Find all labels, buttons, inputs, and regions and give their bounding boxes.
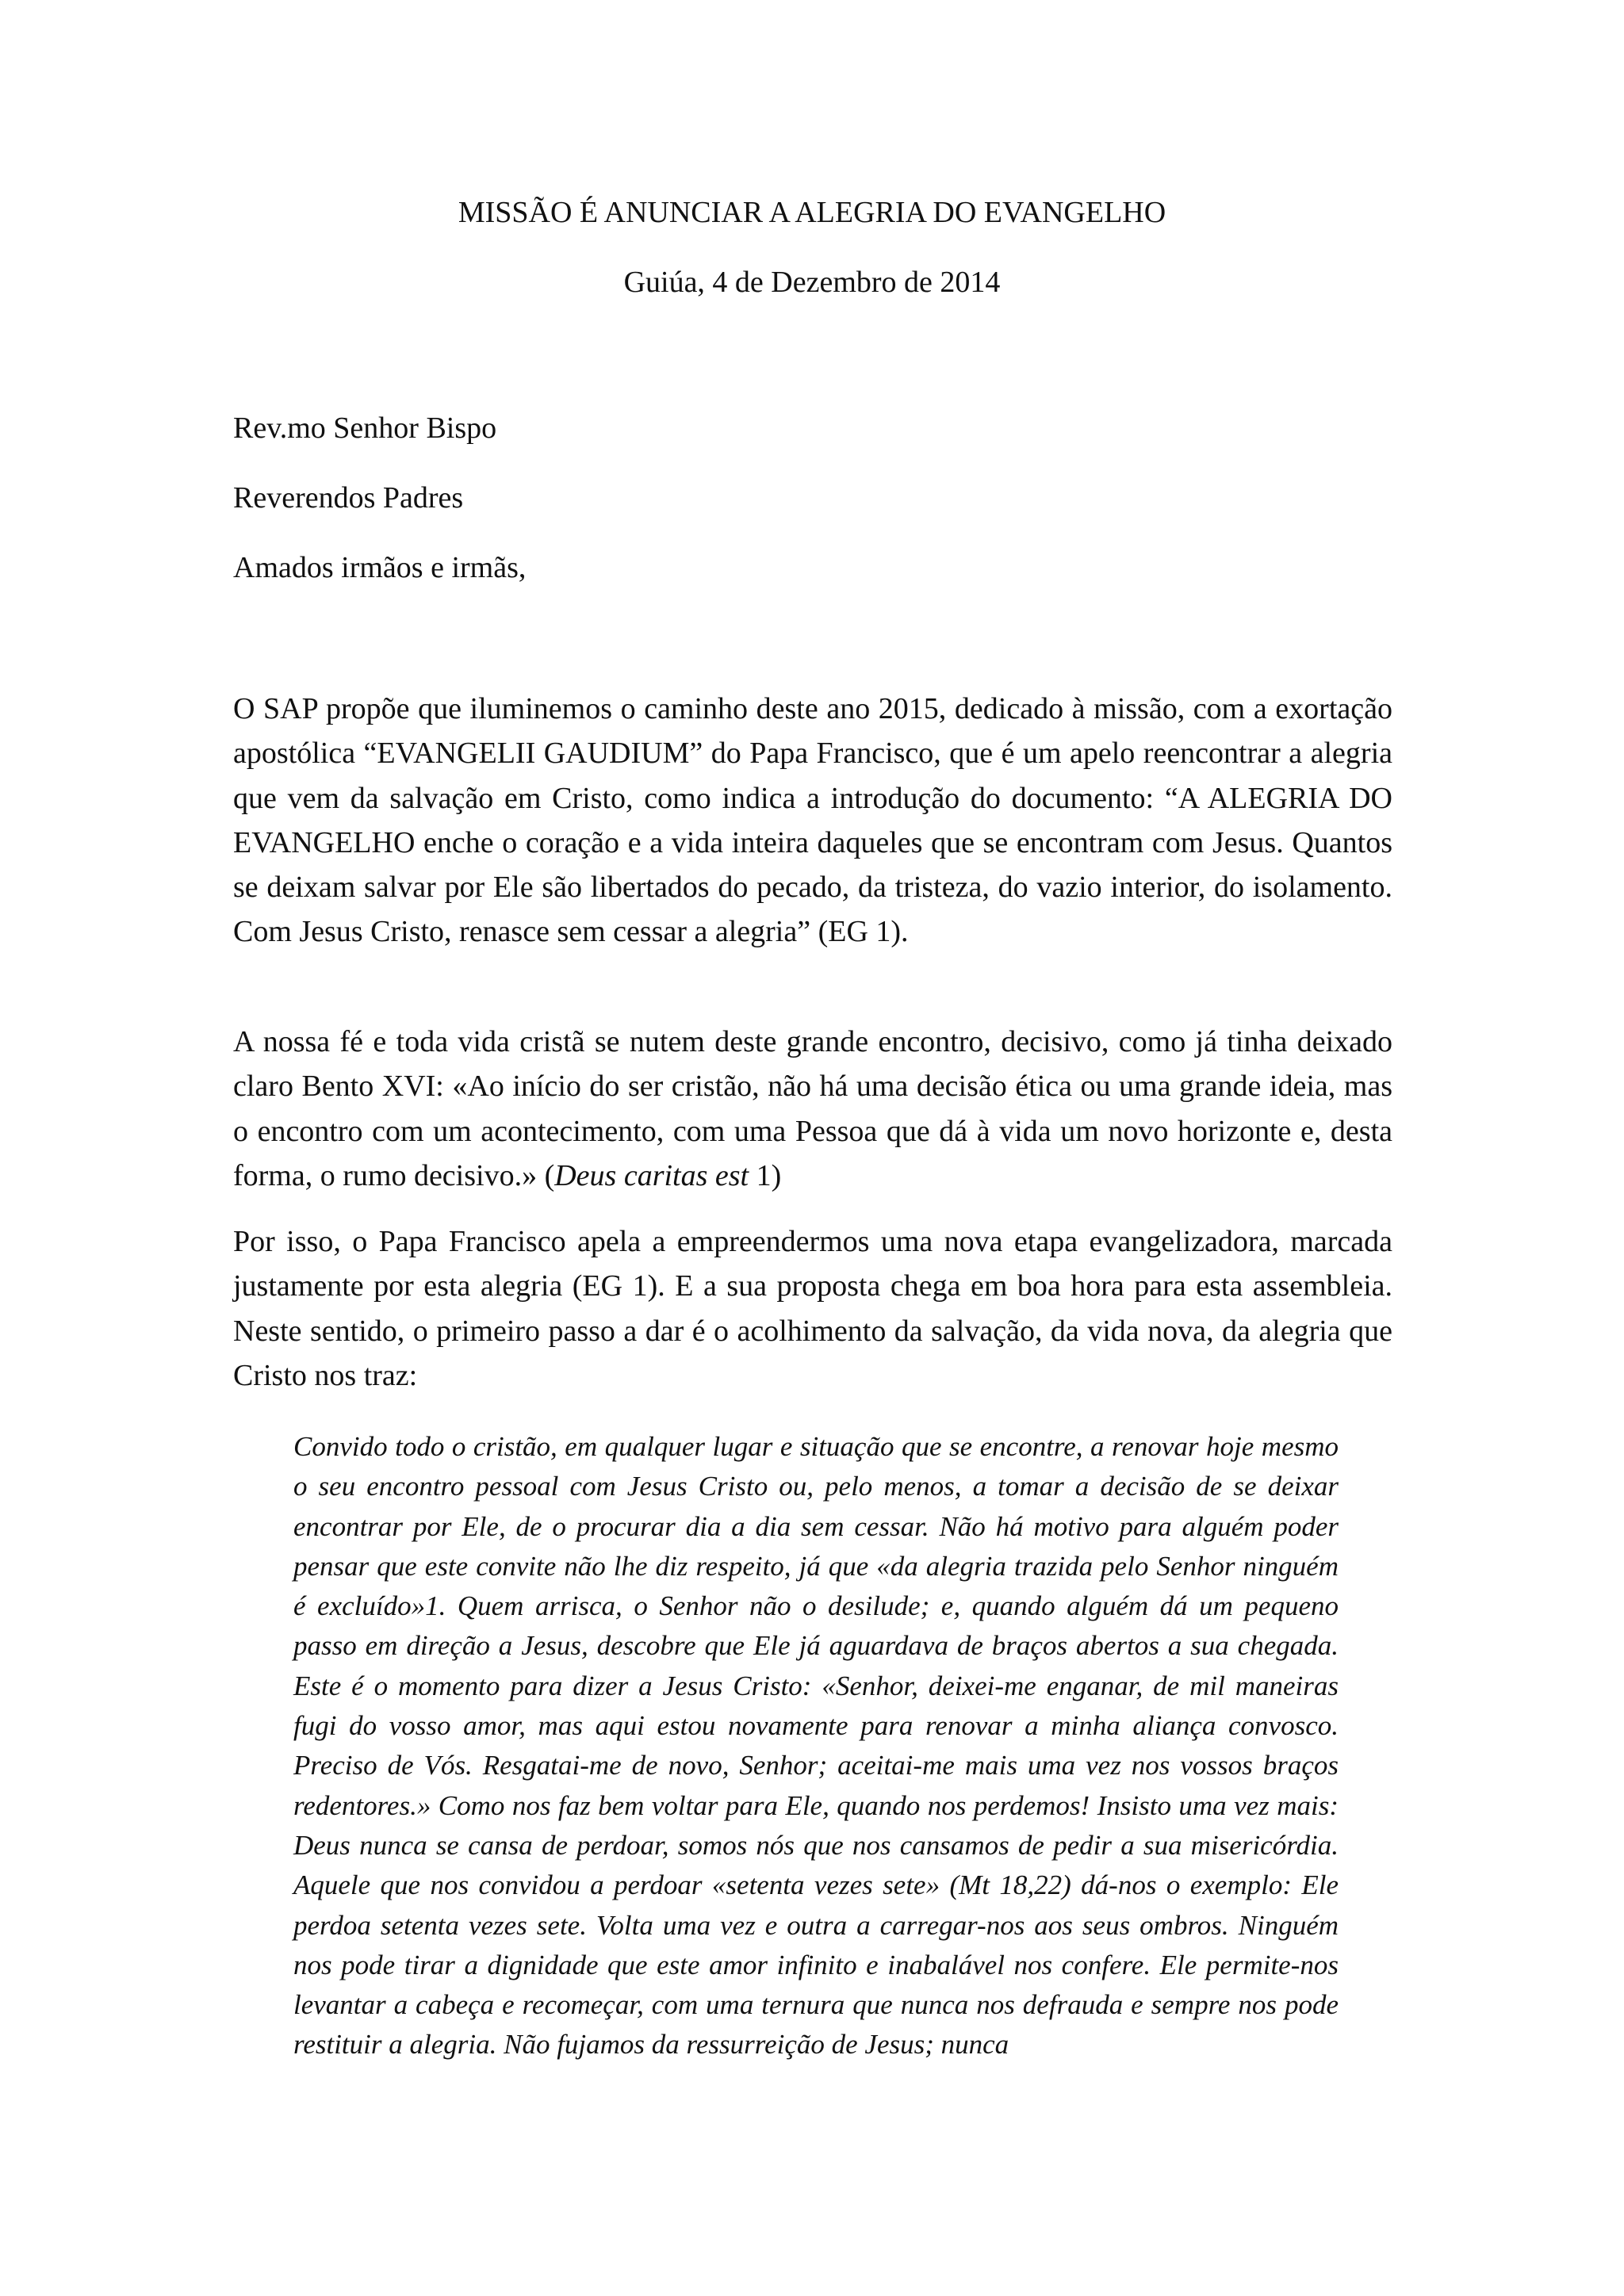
document-title: MISSÃO É ANUNCIAR A ALEGRIA DO EVANGELHO <box>458 196 1166 229</box>
paragraph-francis: Por isso, o Papa Francisco apela a empreendermos uma nova etapa evangelizadora, marcada justamente por esta alegria (EG 1). E a sua proposta chega em boa hora para esta assembleia. Neste sentido, o primeiro passo a dar é o acolhimento da salvação, da vida nova, da alegria que Cristo nos traz: <box>233 1225 1392 1392</box>
salutation-priests: Reverendos Padres <box>233 481 464 515</box>
place-date: Guiúa, 4 de Dezembro de 2014 <box>623 266 1001 299</box>
citation-deus-caritas-est: Deus caritas est <box>554 1158 749 1192</box>
salutation-bishop: Rev.mo Senhor Bispo <box>233 411 497 445</box>
paragraph-benedict <box>233 1020 1392 1198</box>
paragraph-intro: O SAP propõe que iluminemos o caminho deste ano 2015, dedicado à missão, com a exortação apostólica “EVANGELII GAUDIUM” do Papa Francisco, que é um apelo reencontrar a alegria que vem da salvação em Cristo, como indica a introdução do documento: “A ALEGRIA DO EVANGELHO enche o coração e a vida inteira daqueles que se encontram com Jesus. Quantos se deixam salvar por Ele são libertados do pecado, da tristeza, do vazio interior, do isolamento. Com Jesus Cristo, renasce sem cessar a alegria” (EG 1). <box>233 692 1392 949</box>
paragraph-benedict-end: 1) <box>749 1158 782 1192</box>
paragraph-benedict-text: A nossa fé e toda vida cristã se nutem deste grande encontro, decisivo, como já tinha deixado claro Bento XVI: «Ao início do ser cristão, não há uma decisão ética ou uma grande ideia, mas o encontro com um acontecimento, com uma Pessoa que dá à vida um novo horizonte e, desta forma, o rumo decisivo.» ( <box>233 1025 1392 1192</box>
block-quote: Convido todo o cristão, em qualquer lugar e situação que se encontre, a renovar hoje mesmo o seu encontro pessoal com Jesus Cristo ou, pelo menos, a tomar a decisão de se deixar encontrar por Ele, de o procurar dia a dia sem cessar. Não há motivo para alguém poder pensar que este convite não lhe diz respeito, já que «da alegria trazida pelo Senhor ninguém é excluído»1. Quem arrisca, o Senhor não o desilude; e, quando alguém dá um pequeno passo em direção a Jesus, descobre que Ele já aguardava de braços abertos a sua chegada. Este é o momento para dizer a Jesus Cristo: «Senhor, deixei-me enganar, de mil maneiras fugi do vosso amor, mas aqui estou novamente para renovar a minha aliança convosco. Preciso de Vós. Resgatai-me de novo, Senhor; aceitai-me mais uma vez nos vossos braços redentores.» Como nos faz bem voltar para Ele, quando nos perdemos! Insisto uma vez mais: Deus nunca se cansa de perdoar, somos nós que nos cansamos de pedir a sua misericórdia. Aquele que nos convidou a perdoar «setenta vezes sete» (Mt 18,22) dá-nos o exemplo: Ele perdoa setenta vezes sete. Volta uma vez e outra a carregar-nos aos seus ombros. Ninguém nos pode tirar a dignidade que este amor infinito e inabalável nos confere. Ele permite-nos levantar a cabeça e recomeçar, com uma ternura que nunca nos defrauda e sempre nos pode restituir a alegria. Não fujamos da ressurreição de Jesus; nunca <box>293 1431 1339 2061</box>
salutation-brothers-sisters: Amados irmãos e irmãs, <box>233 551 527 584</box>
